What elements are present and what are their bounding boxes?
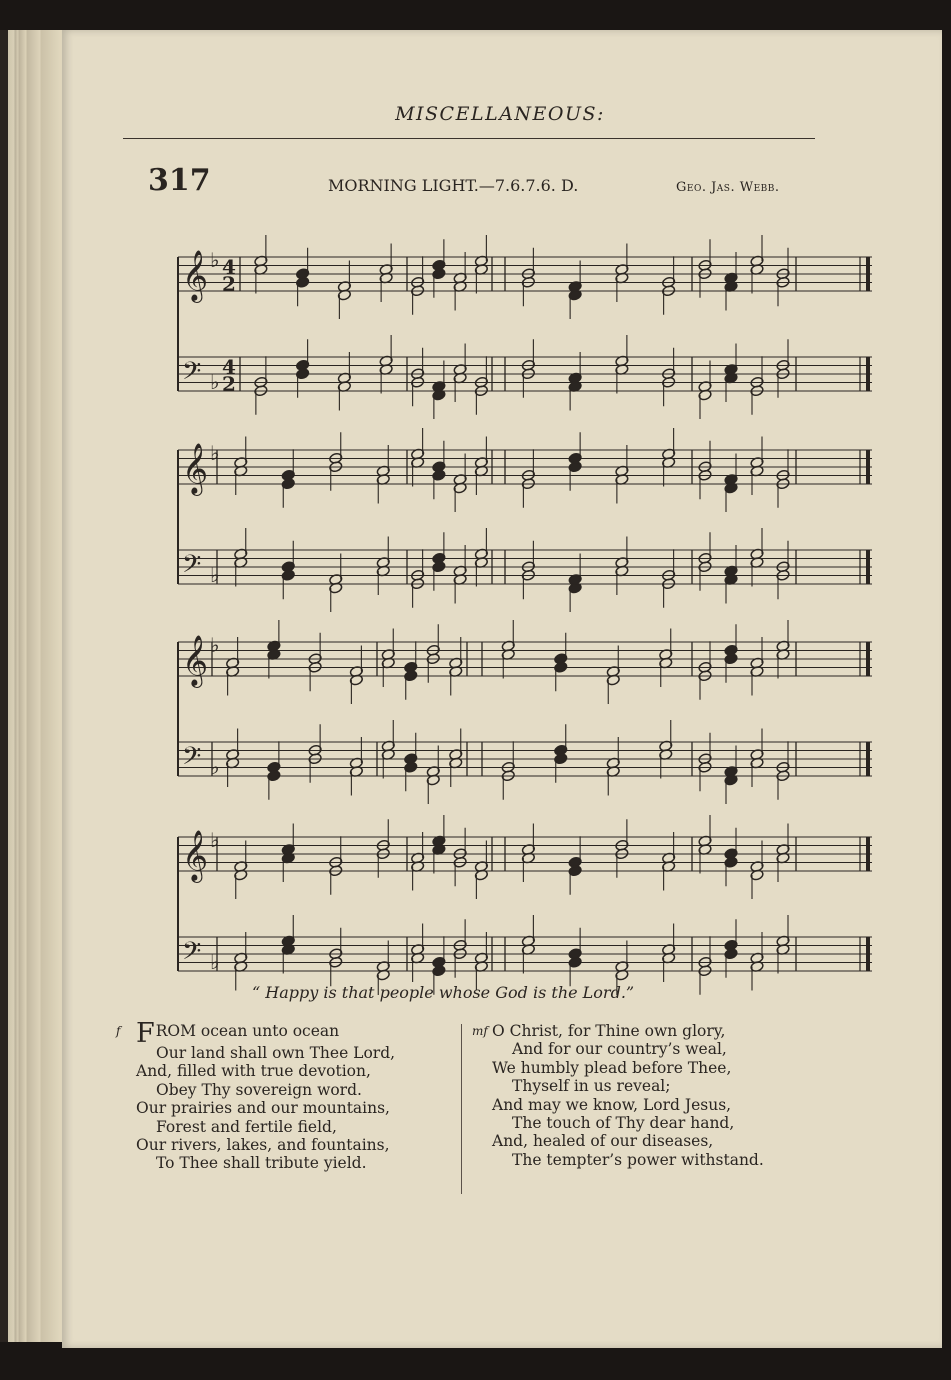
verse-line: The tempter’s power withstand. xyxy=(512,1150,764,1169)
verse-line: We humbly plead before Thee, xyxy=(492,1058,732,1077)
verse-1-dynamic: f xyxy=(116,1024,121,1038)
treble-clef: 𝄞 xyxy=(182,250,209,301)
treble-clef: 𝄞 xyxy=(182,635,209,686)
flat-sign: ♭ xyxy=(210,828,220,852)
time-sig-top: 4 xyxy=(222,355,236,379)
verse-line: And, filled with true devotion, xyxy=(136,1062,371,1081)
final-barline xyxy=(866,550,870,584)
time-sig-bottom: 2 xyxy=(222,272,236,296)
final-barline xyxy=(866,642,870,676)
bass-clef: 𝄢 xyxy=(182,937,202,972)
verse-line: FROM ocean unto ocean xyxy=(136,1018,340,1049)
verse-line: Thyself in us reveal; xyxy=(512,1077,671,1096)
flat-sign: ♭ xyxy=(210,950,220,974)
verse-1 xyxy=(136,1018,396,1173)
treble-clef: 𝄞 xyxy=(182,443,209,494)
final-barline xyxy=(866,742,870,776)
motto-caption: “ Happy is that people whose God is the Lord.” xyxy=(252,983,635,1002)
final-barline xyxy=(866,357,870,391)
treble-clef: 𝄞 xyxy=(182,830,209,881)
verse-line: The touch of Thy dear hand, xyxy=(512,1114,735,1133)
book-page-edges xyxy=(0,30,70,1342)
column-divider xyxy=(461,1024,462,1194)
verse-line: Obey Thy sovereign word. xyxy=(156,1080,362,1099)
verse-line: And, healed of our diseases, xyxy=(492,1132,714,1151)
tune-name: MORNING LIGHT.—7.6.7.6. D. xyxy=(328,176,579,195)
verse-2-dynamic: mf xyxy=(472,1024,488,1038)
flat-sign: ♭ xyxy=(210,441,220,465)
bass-clef: 𝄢 xyxy=(182,357,202,392)
bass-clef: 𝄢 xyxy=(182,742,202,777)
hymn-number: 317 xyxy=(148,163,211,198)
flat-sign: ♭ xyxy=(210,248,220,272)
flat-sign: ♭ xyxy=(210,633,220,657)
running-header: MISCELLANEOUS: xyxy=(395,103,605,125)
drop-cap: F xyxy=(136,1018,155,1049)
verse-line: Our land shall own Thee Lord, xyxy=(156,1044,396,1062)
final-barline xyxy=(866,937,870,971)
flat-sign: ♭ xyxy=(210,755,220,779)
verse-line: Our rivers, lakes, and fountains, xyxy=(136,1136,390,1155)
final-barline xyxy=(866,450,870,484)
verse-line: Forest and fertile field, xyxy=(156,1117,337,1136)
time-sig-top: 4 xyxy=(222,255,236,279)
composer: Geo. Jas. Webb. xyxy=(676,180,780,195)
verse-line: And may we know, Lord Jesus, xyxy=(492,1095,732,1114)
final-barline xyxy=(866,837,870,871)
verse-2 xyxy=(492,1022,764,1169)
music-score xyxy=(112,205,882,995)
verse-line: Our prairies and our mountains, xyxy=(136,1099,390,1118)
verse-line: O Christ, for Thine own glory, xyxy=(492,1022,726,1040)
bass-clef: 𝄢 xyxy=(182,550,202,585)
verse-line: To Thee shall tribute yield. xyxy=(156,1154,367,1173)
header-rule xyxy=(123,138,815,139)
final-barline xyxy=(866,257,870,291)
flat-sign: ♭ xyxy=(210,563,220,587)
flat-sign: ♭ xyxy=(210,370,220,394)
time-sig-bottom: 2 xyxy=(222,372,236,396)
verse-line: And for our country’s weal, xyxy=(512,1040,727,1059)
